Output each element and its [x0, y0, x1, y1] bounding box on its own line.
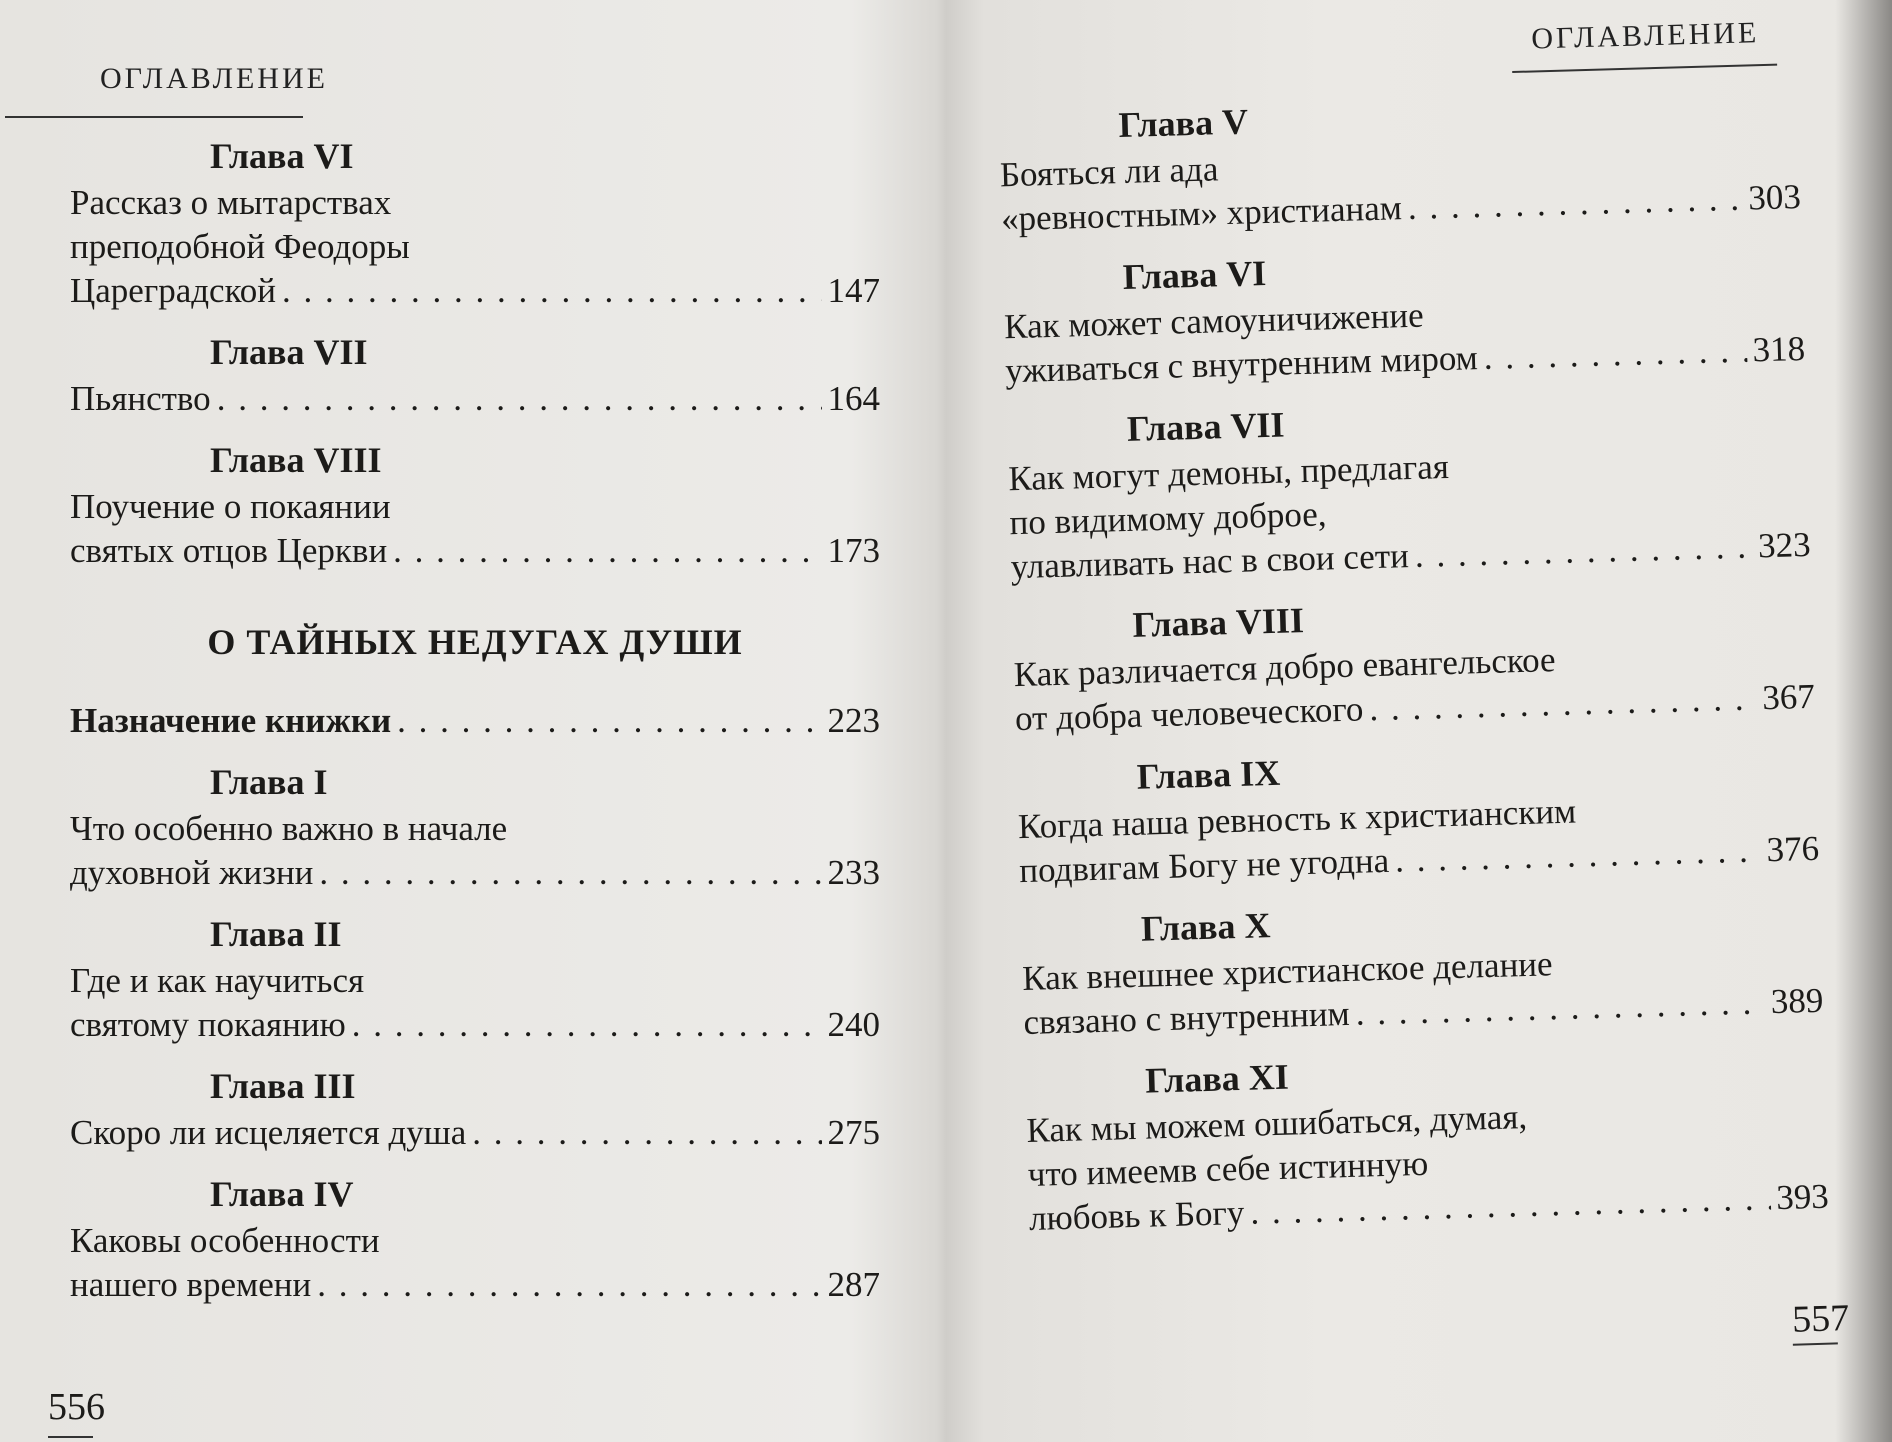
- toc-entry[interactable]: [70, 135, 880, 313]
- leader-dots: [317, 1263, 821, 1307]
- running-head: ОГЛАВЛЕНИЕ: [1530, 16, 1760, 56]
- chapter-heading: Глава VII: [210, 332, 368, 372]
- entry-title-line: Каковы особенности: [70, 1221, 380, 1260]
- page-ref: 233: [827, 853, 880, 892]
- entry-title-line: Рассказ о мытарствах: [70, 183, 392, 222]
- entry-title-line: Бояться ли ада: [999, 149, 1219, 195]
- entry-title-line: Как внешнее христианское делание: [1021, 944, 1554, 999]
- chapter-heading: Глава VIII: [1131, 600, 1305, 645]
- entry-title: подвигам Богу не угодна: [1018, 840, 1390, 891]
- entry-title: от добра человеческого: [1014, 689, 1364, 739]
- page-ref: 147: [827, 271, 880, 310]
- chapter-heading: Глава I: [210, 762, 328, 802]
- page-number: 556: [48, 1386, 105, 1428]
- toc-entry[interactable]: [1025, 1041, 1830, 1241]
- page-ref: 173: [827, 531, 880, 570]
- entry-title: любовь к Богу: [1028, 1192, 1245, 1238]
- entry-title: духовной жизни: [70, 853, 314, 892]
- section-title: О ТАЙНЫХ НЕДУГАХ ДУШИ: [207, 622, 743, 662]
- entry-title: связано с внутренним: [1023, 993, 1351, 1043]
- toc-entry[interactable]: [998, 85, 1801, 241]
- chapter-heading: Глава II: [210, 914, 342, 954]
- page-number-rule: [1793, 1342, 1838, 1345]
- entry-title: «ревностным» христианам: [1000, 188, 1403, 239]
- entry-title: Пьянство: [70, 379, 211, 418]
- toc-entry[interactable]: [70, 913, 880, 1047]
- leader-dots: [319, 851, 821, 895]
- chapter-heading: Глава IV: [210, 1174, 354, 1214]
- toc-entry[interactable]: [70, 1065, 880, 1155]
- leader-dots: [1369, 676, 1757, 731]
- leader-dots: [217, 377, 822, 421]
- leader-dots: [397, 699, 821, 743]
- page-ref: 164: [827, 379, 880, 418]
- entry-title: Скоро ли исцеляется душа: [70, 1113, 467, 1152]
- entry-title: святому покаянию: [70, 1005, 346, 1044]
- leader-dots: [393, 529, 821, 573]
- entry-title: улавливать нас в свои сети: [1010, 536, 1410, 587]
- toc-entry[interactable]: [70, 331, 880, 421]
- page-ref: 376: [1765, 828, 1820, 870]
- entry-title: святых отцов Церкви: [70, 531, 388, 570]
- toc-left: [70, 135, 880, 1325]
- toc-entry[interactable]: [1002, 237, 1805, 393]
- chapter-heading: Глава XI: [1144, 1056, 1290, 1101]
- leader-dots: [282, 269, 821, 313]
- entry-title-line: Как различается добро евангельское: [1013, 640, 1557, 695]
- chapter-heading: Глава X: [1140, 905, 1271, 949]
- page-number-rule: [48, 1436, 93, 1438]
- entry-title-line: Где и как научиться: [70, 961, 365, 1000]
- page-ref: 303: [1747, 177, 1802, 218]
- page-ref: 240: [827, 1005, 880, 1044]
- page-ref: 223: [827, 701, 880, 740]
- page-ref: 287: [827, 1265, 880, 1304]
- leader-dots: [1483, 329, 1747, 380]
- entry-title-line: Что особенно важно в начале: [70, 809, 508, 848]
- page-ref: 367: [1761, 676, 1816, 718]
- header-rule: [1512, 64, 1777, 73]
- toc-right: [998, 85, 1830, 1259]
- page-ref: 323: [1757, 524, 1812, 566]
- chapter-heading: Глава IX: [1136, 752, 1281, 797]
- chapter-heading: Глава VI: [210, 136, 354, 176]
- toc-entry[interactable]: [1006, 389, 1811, 589]
- toc-entry[interactable]: [1016, 737, 1819, 893]
- toc-entry[interactable]: [70, 1173, 880, 1307]
- page-number: 557: [1791, 1297, 1850, 1341]
- header-rule: [5, 116, 303, 118]
- page-ref: 318: [1752, 328, 1806, 370]
- entry-title: Назначение книжки: [70, 701, 392, 740]
- entry-title-line: Поучение о покаянии: [70, 487, 391, 526]
- entry-title-line: что имеемв себе истинную: [1027, 1143, 1429, 1194]
- chapter-heading: Глава VIII: [210, 440, 382, 480]
- toc-entry[interactable]: [1012, 585, 1815, 741]
- page-ref: 275: [827, 1113, 880, 1152]
- leader-dots: [1414, 525, 1753, 578]
- chapter-heading: Глава V: [1117, 101, 1249, 146]
- leader-dots: [472, 1111, 821, 1155]
- leader-dots: [1407, 177, 1743, 230]
- entry-title-line: по видимому доброе,: [1009, 494, 1328, 543]
- entry-title-line: Когда наша ревность к христианским: [1017, 791, 1577, 847]
- chapter-heading: Глава III: [210, 1066, 356, 1106]
- toc-entry[interactable]: [70, 439, 880, 573]
- running-head: ОГЛАВЛЕНИЕ: [100, 62, 328, 95]
- entry-title: уживаться с внутренним миром: [1004, 338, 1479, 391]
- leader-dots: [1394, 828, 1761, 882]
- page-ref: 389: [1770, 980, 1824, 1022]
- toc-entry[interactable]: [1020, 889, 1823, 1045]
- chapter-heading: Глава VII: [1126, 404, 1286, 449]
- entry-title-line: Как мы можем ошибаться, думая,: [1026, 1097, 1528, 1150]
- chapter-heading: Глава VI: [1122, 252, 1267, 297]
- entry-title: нашего времени: [70, 1265, 312, 1304]
- entry-title-line: преподобной Феодоры: [70, 227, 410, 266]
- right-page: [975, 0, 1885, 1442]
- entry-title: Цареградской: [70, 271, 277, 310]
- leader-dots: [352, 1003, 822, 1047]
- entry-title-line: Как может самоуничижение: [1003, 295, 1425, 347]
- toc-entry[interactable]: [70, 761, 880, 895]
- entry-title-line: Как могут демоны, предлагая: [1007, 446, 1450, 499]
- toc-entry-intro[interactable]: [70, 699, 880, 743]
- page-ref: 393: [1775, 1176, 1830, 1218]
